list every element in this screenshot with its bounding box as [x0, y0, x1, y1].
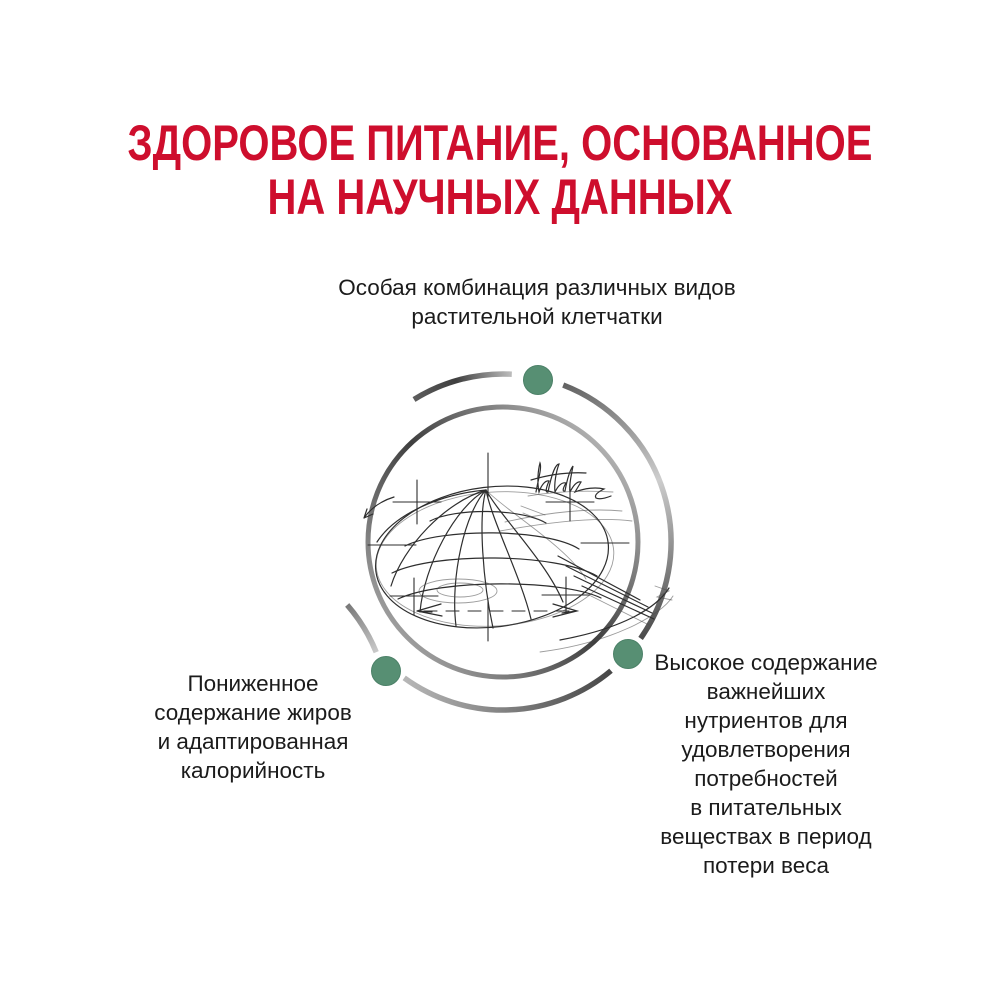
callout-low-fat-line-4: калорийность — [180, 758, 326, 783]
outer-ring-segment-right — [563, 385, 671, 638]
callout-nutrients-line-5: потребностей — [694, 766, 838, 791]
outer-ring-segment-top-left — [414, 374, 512, 400]
feature-dot-top — [524, 366, 553, 395]
callout-fiber — [237, 273, 837, 331]
callout-low-fat — [103, 669, 403, 785]
page-title-line-2: НА НАУЧНЫХ ДАННЫХ — [267, 169, 733, 225]
callout-nutrients-line-8: потери веса — [702, 853, 830, 878]
inner-ring — [368, 407, 638, 677]
kibble-sketch — [364, 473, 673, 652]
dimension-marks — [368, 453, 629, 641]
callout-nutrients-line-7: веществах в период — [660, 824, 872, 849]
callout-low-fat-line-1: Пониженное — [187, 671, 319, 696]
callout-low-fat-line-2: содержание жиров — [154, 700, 352, 725]
page-title-line-1: ЗДОРОВОЕ ПИТАНИЕ, ОСНОВАННОЕ — [127, 115, 873, 171]
callout-nutrients-line-3: нутриентов для — [684, 708, 848, 733]
callout-nutrients-line-2: важнейших — [706, 679, 826, 704]
outer-ring-segment-bottom-left — [347, 605, 376, 652]
callout-fiber-line-1: Особая комбинация различных видов — [338, 275, 736, 300]
callout-low-fat-line-3: и адаптированная — [157, 729, 349, 754]
callout-nutrients-line-1: Высокое содержание — [654, 650, 878, 675]
callout-nutrients-line-4: удовлетворения — [681, 737, 851, 762]
callout-nutrients-line-6: в питательных — [690, 795, 842, 820]
callout-nutrients — [616, 648, 916, 880]
callout-fiber-line-2: растительной клетчатки — [411, 304, 663, 329]
